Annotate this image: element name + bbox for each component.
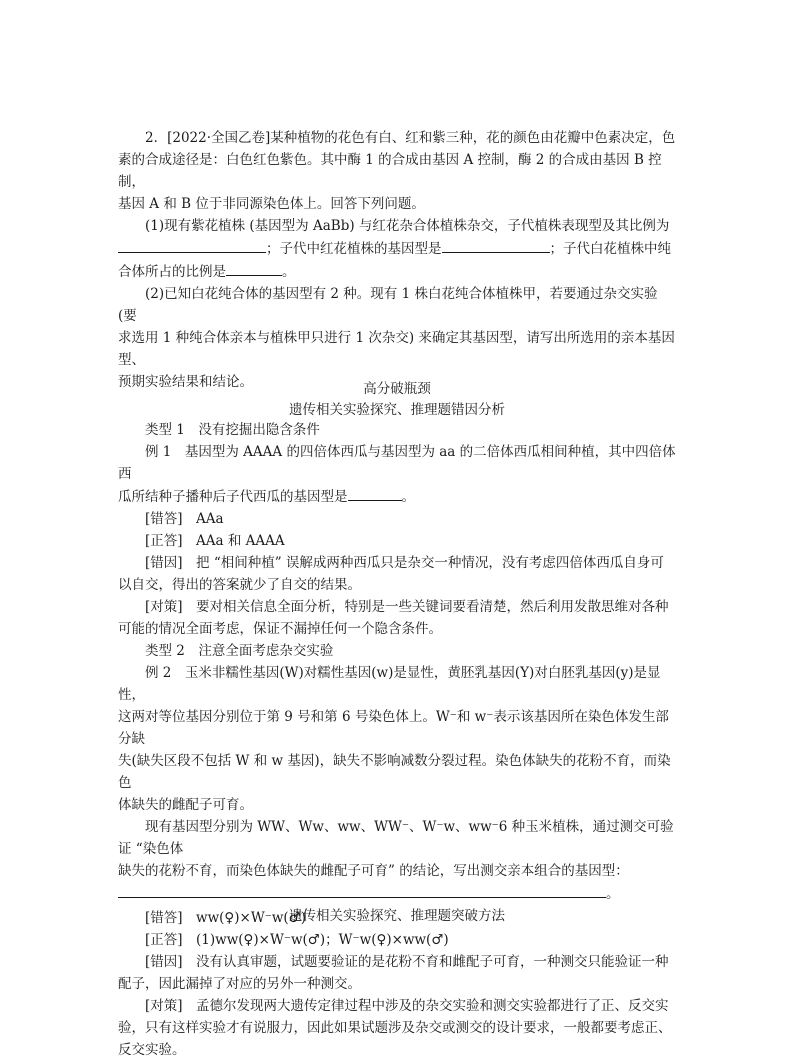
example2: 缺失的花粉不育，而染色体缺失的雌配子可育” 的结论，写出测交亲本组合的基因型： bbox=[118, 863, 629, 879]
type2-heading: 类型 2 注意全面考虑杂交实验 bbox=[145, 643, 334, 659]
example1-blank-line bbox=[118, 485, 678, 508]
example2-text: 。 bbox=[606, 886, 620, 902]
answer-blank[interactable] bbox=[348, 485, 402, 501]
q2-stem-line: 基因 A 和 B 位于非同源染色体上。回答下列问题。 bbox=[118, 196, 425, 212]
example2: 现有基因型分别为 WW、Ww、ww、WW⁻、W⁻w、ww⁻6 种玉米植株，通过测交可验证 “染色体 bbox=[118, 819, 674, 857]
answer-blank[interactable] bbox=[442, 237, 550, 253]
example2-cause: 配子，因此漏掉了对应的另外一种测交。 bbox=[118, 976, 361, 992]
q2-part1: (1)现有紫花植株 (基因型为 AaBb) 与红花杂合体植株杂交，子代植株表现型及其比例为 bbox=[145, 218, 670, 234]
example1-strategy: 可能的情况全面考虑，保证不漏掉任何一个隐含条件。 bbox=[118, 621, 442, 637]
footer-section-title: 遗传相关实验探究、推理题突破方法 bbox=[289, 908, 505, 924]
example1-strategy: [对策] 要对相关信息全面分析，特别是一些关键词要看清楚，然后利用发散思维对各种 bbox=[145, 599, 669, 615]
example2: 体缺失的雌配子可育。 bbox=[118, 797, 253, 813]
example1: 例 1 基因型为 AAAA 的四倍体西瓜与基因型为 aa 的二倍体西瓜相间种植，其中四倍体西 bbox=[118, 444, 676, 482]
example2-strategy: [对策] 孟德尔发现两大遗传定律过程中涉及的杂交实验和测交实验都进行了正、反交实 bbox=[145, 998, 669, 1014]
answer-blank[interactable] bbox=[118, 882, 606, 898]
type1-block bbox=[118, 419, 678, 1061]
example1-cause: [错因] 把 “相间种植” 误解成两种西瓜只是杂交一种情况，没有考虑四倍体西瓜自身可 bbox=[145, 555, 664, 571]
q2-part1-text: 合体所占的比例是 bbox=[118, 264, 226, 280]
example2: 例 2 玉米非糯性基因(W)对糯性基因(w)是显性，黄胚乳基因(Y)对白胚乳基因(y)是显性， bbox=[118, 665, 661, 703]
q2-part1-text: ；子代中红花植株的基因型是 bbox=[266, 241, 442, 257]
example2: 这两对等位基因分别位于第 9 号和第 6 号染色体上。W⁻和 w⁻表示该基因所在染色体发生部分缺 bbox=[118, 709, 669, 747]
section-subtitle: 遗传相关实验探究、推理题错因分析 bbox=[289, 402, 505, 418]
example2-correct-answer: [正答] (1)ww(♀)×W⁻w(♂)；W⁻w(♀)×ww(♂) bbox=[145, 932, 449, 948]
example2: 失(缺失区段不包括 W 和 w 基因)，缺失不影响减数分裂过程。染色体缺失的花粉不育，而染色 bbox=[118, 753, 671, 791]
example2-blank-line bbox=[118, 882, 678, 905]
example1-wrong-answer: [错答] AAa bbox=[145, 511, 224, 527]
q2-part1-blanks bbox=[118, 237, 678, 260]
section-title: 高分破瓶颈 bbox=[363, 381, 431, 397]
example2-wrong-answer: [错答] ww(♀)×W⁻w(♂) bbox=[145, 910, 307, 926]
q2-part1-text: 。 bbox=[282, 264, 296, 280]
type1-heading: 类型 1 没有挖掘出隐含条件 bbox=[145, 422, 320, 438]
q2-part2: 求选用 1 种纯合体亲本与植株甲只进行 1 次杂交) 来确定其基因型，请写出所选用的亲本基因型、 bbox=[118, 330, 675, 368]
example2-strategy: 验，只有这样实验才有说服力，因此如果试题涉及杂交或测交的设计要求，一般都要考虑正、 bbox=[118, 1020, 672, 1036]
question-2 bbox=[118, 127, 678, 393]
q2-stem-line: 素的合成途径是：白色红色紫色。其中酶 1 的合成由基因 A 控制，酶 2 的合成由基因 B 控制， bbox=[118, 152, 662, 190]
example1-text: 。 bbox=[401, 489, 415, 505]
example1-correct-answer: [正答] AAa 和 AAAA bbox=[145, 533, 285, 549]
example2-cause: [错因] 没有认真审题，试题要验证的是花粉不育和雌配子可育，一种测交只能验证一种 bbox=[145, 954, 669, 970]
q2-part2: (2)已知白花纯合体的基因型有 2 种。现有 1 株白花纯合体植株甲，若要通过杂交实验 (要 bbox=[118, 286, 658, 324]
q2-part1-end bbox=[118, 260, 678, 283]
example1-cause: 以自交，得出的答案就少了自交的结果。 bbox=[118, 577, 361, 593]
example2-strategy: 反交实验。 bbox=[118, 1042, 186, 1058]
answer-blank[interactable] bbox=[226, 260, 282, 276]
q2-stem-line: 2．[2022·全国乙卷]某种植物的花色有白、红和紫三种，花的颜色由花瓣中色素决定，色 bbox=[145, 130, 676, 146]
q2-part2: 预期实验结果和结论。 bbox=[118, 374, 253, 390]
answer-blank[interactable] bbox=[118, 237, 266, 253]
q2-part1-text: ；子代白花植株中纯 bbox=[549, 241, 671, 257]
example1-text: 瓜所结种子播种后子代西瓜的基因型是 bbox=[118, 489, 348, 505]
